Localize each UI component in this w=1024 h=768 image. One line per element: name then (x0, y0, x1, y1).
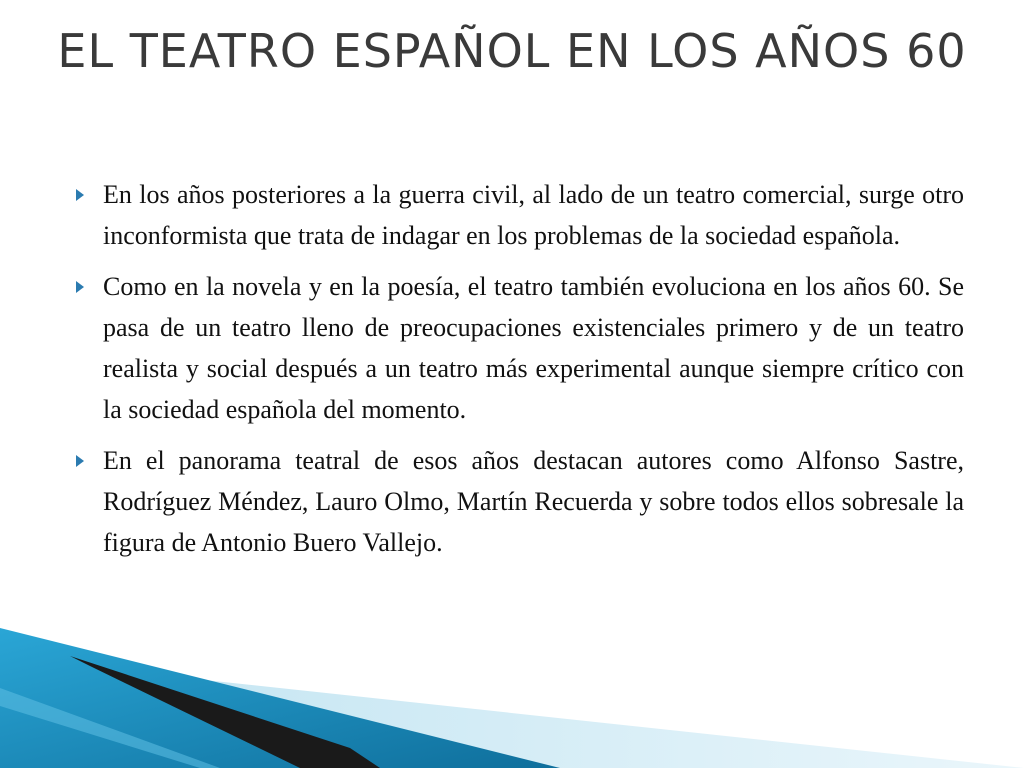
bullet-text: En los años posteriores a la guerra civil, al lado de un teatro comercial, surge otro inconformista que trata de indagar en los problemas de la sociedad española. (103, 180, 964, 250)
triangle-bullet-icon (76, 281, 84, 293)
triangle-bullet-icon (76, 189, 84, 201)
bullet-list (76, 174, 964, 573)
bullet-item (76, 266, 964, 430)
bullet-text: En el panorama teatral de esos años destacan autores como Alfonso Sastre, Rodríguez Méndez, Lauro Olmo, Martín Recuerda y sobre todos ellos sobresale la figura de Antonio Buero Vallejo. (103, 446, 964, 557)
corner-decoration (0, 628, 1024, 768)
bullet-item (76, 174, 964, 256)
bullet-item (76, 440, 964, 563)
bullet-text: Como en la novela y en la poesía, el teatro también evoluciona en los años 60. Se pasa de un teatro lleno de preocupaciones existenciales primero y de un teatro realista y social después a un teatro más experimental aunque siempre crítico con la sociedad española del momento. (103, 272, 964, 424)
slide-title: EL TEATRO ESPAÑOL EN LOS AÑOS 60 (57, 24, 967, 78)
triangle-bullet-icon (76, 455, 84, 467)
